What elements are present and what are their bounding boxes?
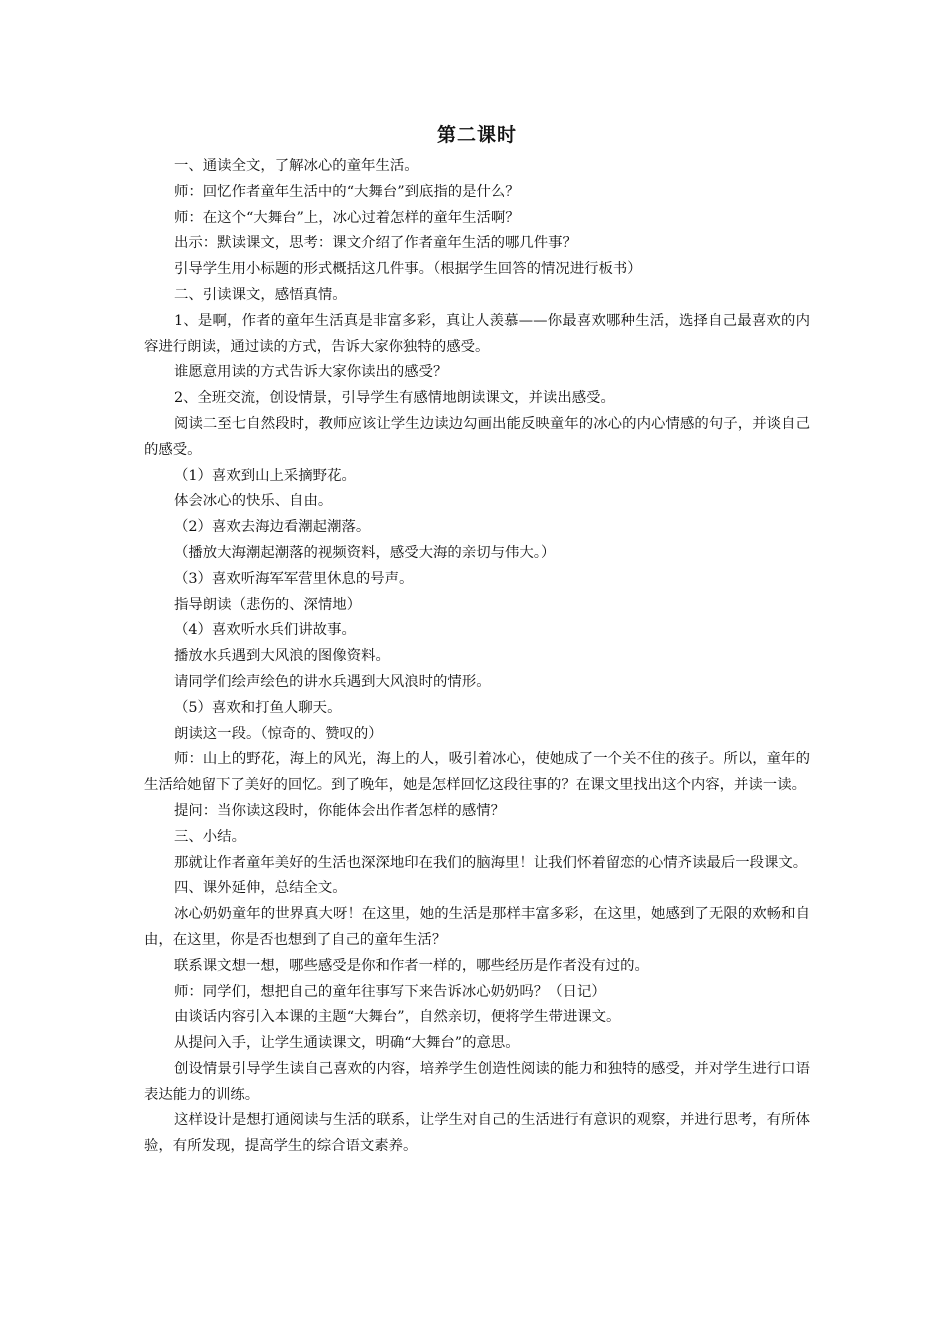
paragraph: 那就让作者童年美好的生活也深深地印在我们的脑海里！让我们怀着留恋的心情齐读最后一段课文。 xyxy=(174,854,808,871)
paragraph: 从提问入手，让学生通读课文，明确“大舞台”的意思。 xyxy=(174,1035,520,1052)
paragraph: 提问：当你读这段时，你能体会出作者怎样的感情？ xyxy=(174,802,505,819)
paragraph: 四、课外延伸，总结全文。 xyxy=(174,880,347,897)
paragraph: 体会冰心的快乐、自由。 xyxy=(174,493,333,510)
paragraph: （5）喜欢和打鱼人聊天。 xyxy=(174,699,342,716)
paragraph: （2）喜欢去海边看潮起潮落。 xyxy=(174,519,371,536)
paragraph: 联系课文想一想，哪些感受是你和作者一样的，哪些经历是作者没有过的。 xyxy=(174,957,649,974)
page-title: 第二课时 xyxy=(436,124,517,146)
paragraph: 1、是啊，作者的童年生活真是非富多彩，真让人羡慕——你最喜欢哪种生活，选择自己最喜欢的内容进行朗读，通过读的方式，告诉大家你独特的感受。 xyxy=(144,312,810,355)
paragraph: 创设情景引导学生读自己喜欢的内容，培养学生创造性阅读的能力和独特的感受，并对学生进行口语表达能力的训练。 xyxy=(144,1060,810,1103)
paragraph: 谁愿意用读的方式告诉大家你读出的感受？ xyxy=(174,364,448,381)
paragraph: 冰心奶奶童年的世界真大呀！在这里，她的生活是那样丰富多彩，在这里，她感到了无限的欢畅和自由，在这里，你是否也想到了自己的童年生活？ xyxy=(144,906,810,948)
paragraph: 播放水兵遇到大风浪的图像资料。 xyxy=(174,648,390,665)
paragraph: （3）喜欢听海军军营里休息的号声。 xyxy=(174,570,414,587)
paragraph: 2、全班交流，创设情景，引导学生有感情地朗读课文，并读出感受。 xyxy=(174,390,615,407)
paragraph: 阅读二至七自然段时，教师应该让学生边读边勾画出能反映童年的冰心的内心情感的句子，并谈自己的感受。 xyxy=(144,415,810,458)
paragraph: 师：同学们，想把自己的童年往事写下来告诉冰心奶奶吗？（日记） xyxy=(174,983,606,1000)
paragraph: （1）喜欢到山上采摘野花。 xyxy=(174,467,356,484)
paragraph: 二、引读课文，感悟真情。 xyxy=(174,286,347,303)
paragraph: 由谈话内容引入本课的主题“大舞台”，自然亲切，便将学生带进课文。 xyxy=(174,1009,621,1026)
paragraph: 引导学生用小标题的形式概括这几件事。（根据学生回答的情况进行板书） xyxy=(174,261,642,278)
paragraph: 出示：默读课文，思考：课文介绍了作者童年生活的哪几件事？ xyxy=(174,235,577,252)
paragraph: 一、通读全文，了解冰心的童年生活。 xyxy=(174,158,419,174)
paragraph: 三、小结。 xyxy=(174,828,246,845)
document-body xyxy=(144,154,810,1160)
document-page xyxy=(144,118,810,1160)
paragraph: （4）喜欢听水兵们讲故事。 xyxy=(174,622,356,639)
paragraph: 请同学们绘声绘色的讲水兵遇到大风浪时的情形。 xyxy=(174,673,491,690)
paragraph: （播放大海潮起潮落的视频资料，感受大海的亲切与伟大。） xyxy=(174,544,556,561)
paragraph: 朗读这一段。（惊奇的、赞叹的） xyxy=(174,725,383,742)
paragraph: 师：回忆作者童年生活中的“大舞台”到底指的是什么？ xyxy=(174,183,520,200)
paragraph: 指导朗读（悲伤的、深情地） xyxy=(174,596,362,613)
paragraph: 这样设计是想打通阅读与生活的联系，让学生对自己的生活进行有意识的观察，并进行思考，有所体验，有所发现，提高学生的综合语文素养。 xyxy=(144,1112,810,1155)
paragraph: 师：在这个“大舞台”上，冰心过着怎样的童年生活啊？ xyxy=(174,209,520,226)
paragraph: 师：山上的野花，海上的风光，海上的人，吸引着冰心，使她成了一个关不住的孩子。所以，童年的生活给她留下了美好的回忆。到了晚年，她是怎样回忆这段往事的？在课文里找出这个内容，并读一读。 xyxy=(144,751,810,794)
